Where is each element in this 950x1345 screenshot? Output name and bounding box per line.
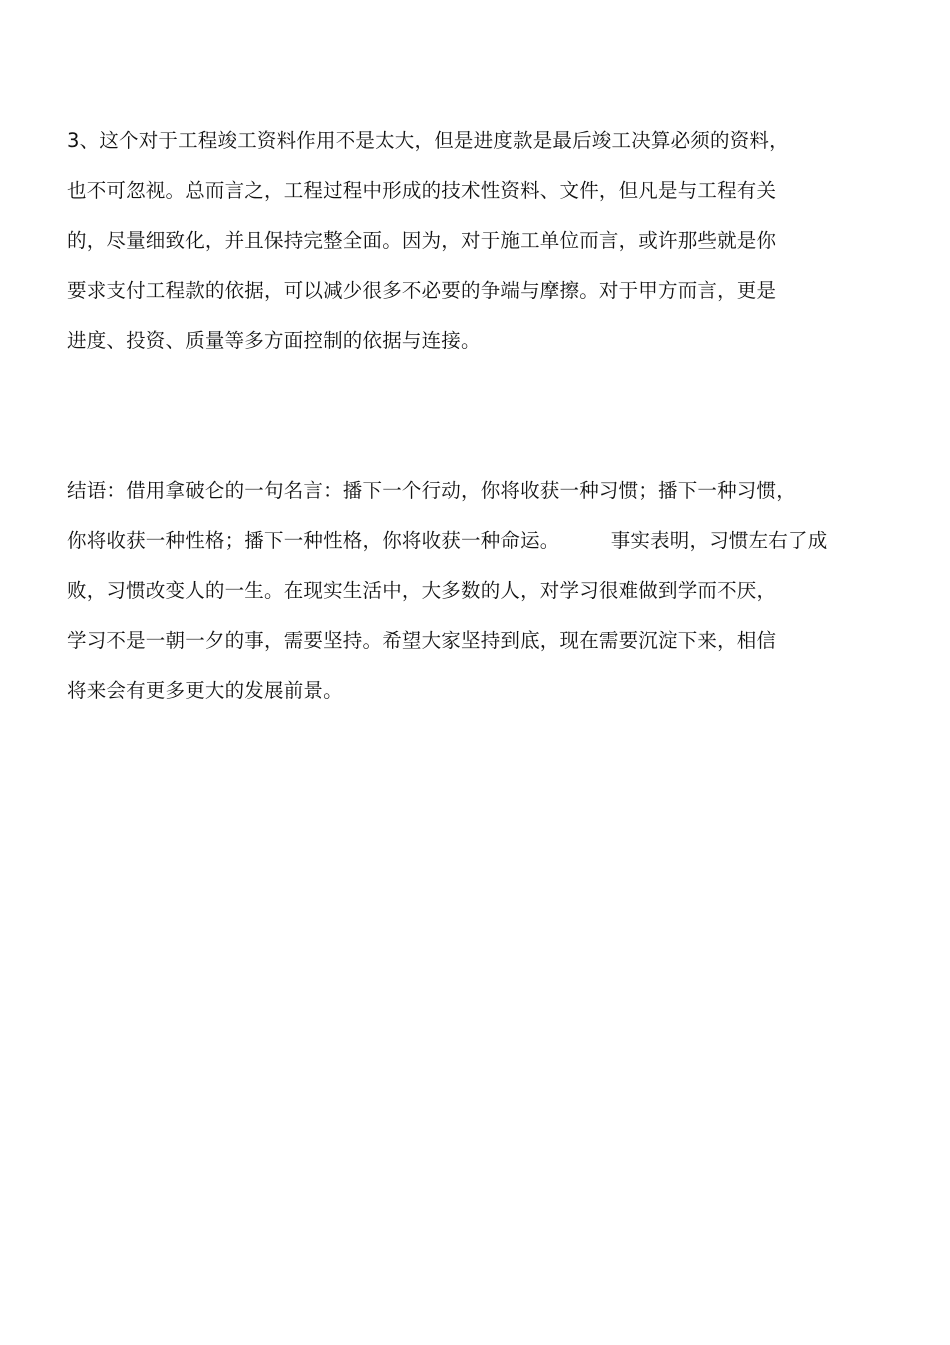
text-line: 要求支付工程款的依据，可以减少很多不必要的争端与摩擦。对于甲方而言，更是: [67, 279, 777, 302]
text-line: 败，习惯改变人的一生。在现实生活中，大多数的人，对学习很难做到学而不厌，: [67, 579, 777, 602]
text-line: 也不可忽视。总而言之，工程过程中形成的技术性资料、文件，但凡是与工程有关: [67, 179, 777, 202]
text-line: 进度、投资、质量等多方面控制的依据与连接。: [67, 329, 481, 352]
text-line: 你将收获一种性格；播下一种性格，你将收获一种命运。 事实表明，习惯左右了成: [67, 529, 828, 552]
text-line: 3、这个对于工程竣工资料作用不是太大，但是进度款是最后竣工决算必须的资料，: [67, 129, 789, 152]
paragraph-completion-documents: [67, 116, 887, 366]
paragraph-conclusion: [67, 466, 887, 716]
text-line: 结语：借用拿破仑的一句名言：播下一个行动，你将收获一种习惯；播下一种习惯，: [67, 479, 796, 502]
text-line: 的，尽量细致化，并且保持完整全面。因为，对于施工单位而言，或许那些就是你: [67, 229, 777, 252]
text-line: 将来会有更多更大的发展前景。: [67, 679, 343, 702]
text-line: 学习不是一朝一夕的事，需要坚持。希望大家坚持到底，现在需要沉淀下来，相信: [67, 629, 777, 652]
